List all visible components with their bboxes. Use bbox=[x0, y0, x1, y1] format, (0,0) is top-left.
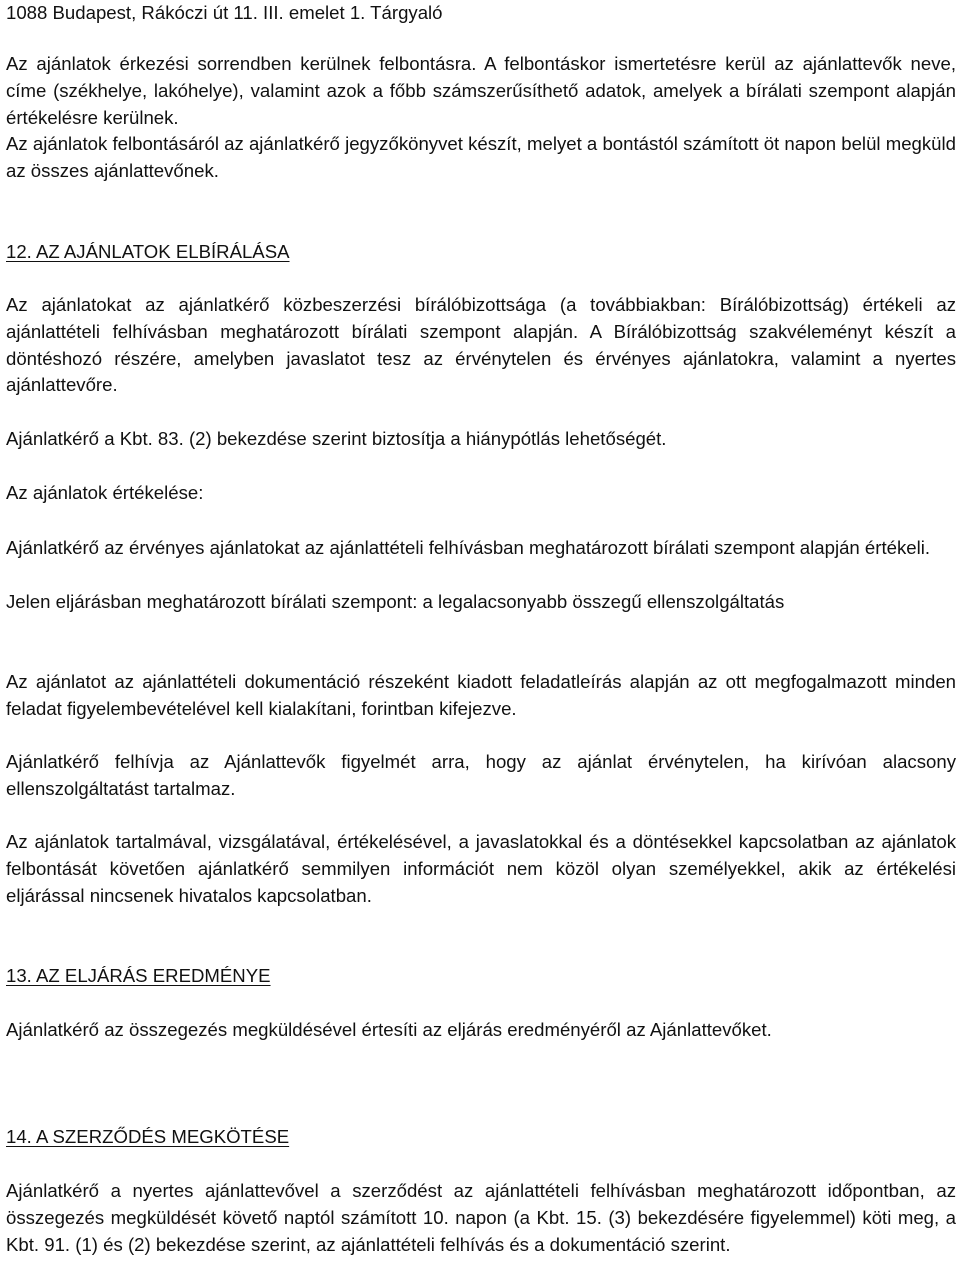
section-12-paragraph-3: Ajánlatkérő az érvényes ajánlatokat az ajánlattételi felhívásban meghatározott bírálati szempont alapján értékeli. bbox=[6, 537, 931, 558]
section-13-heading bbox=[6, 963, 956, 990]
address-line: 1088 Budapest, Rákóczi út 11. III. emelet 1. Tárgyaló bbox=[6, 2, 443, 23]
section-14-heading-text: 14. A SZERZŐDÉS MEGKÖTÉSE bbox=[6, 1126, 290, 1147]
section-12-paragraph-2: Ajánlatkérő a Kbt. 83. (2) bekezdése szerint biztosítja a hiánypótlás lehetőségét. bbox=[6, 428, 667, 449]
section-13-heading-text: 13. AZ ELJÁRÁS EREDMÉNYE bbox=[6, 965, 271, 986]
section-12-paragraph-4: Jelen eljárásban meghatározott bírálati szempont: a legalacsonyabb összegű ellenszolgáltatás bbox=[6, 591, 785, 612]
section-13-paragraph-1: Ajánlatkérő az összegezés megküldésével értesíti az eljárás eredményéről az Ajánlattevőket. bbox=[6, 1019, 772, 1040]
section-12-paragraph-1: Az ajánlatokat az ajánlatkérő közbeszerzési bírálóbizottsága (a továbbiakban: Bírálóbizottság) értékeli az ajánlattételi felhívásban meghatározott bírálati szempont alapján. A Bírálóbizottság szakvéleményt készít a döntéshozó részére, amelyben javaslatot tesz az érvénytelen és érvényes ajánlatokra, valamint a nyertes ajánlattevőre. bbox=[6, 294, 956, 396]
section-14-paragraph-1: Ajánlatkérő a nyertes ajánlattevővel a szerződést az ajánlattételi felhívásban meghatározott időpontban, az összegezés megküldését követő naptól számított 10. napon (a Kbt. 15. (3) bekezdésére figyelemmel) köti meg, a Kbt. 91. (1) és (2) bekezdése szerint, az ajánlattételi felhívás és a dokumentáció szerint. bbox=[6, 1180, 956, 1255]
evaluation-subheading: Az ajánlatok értékelése: bbox=[6, 482, 204, 503]
section-12-paragraph-6: Ajánlatkérő felhívja az Ajánlattevők figyelmét arra, hogy az ajánlat érvénytelen, ha kirívóan alacsony ellenszolgáltatást tartalmaz. bbox=[6, 751, 956, 799]
opening-paragraph: Az ajánlatok érkezési sorrendben kerülnek felbontásra. A felbontáskor ismertetésre kerül az ajánlattevők neve, címe (székhelye, lakóhelye), valamint azok a főbb számszerűsíthető adatok, amelyek a bírálati szempont alapján értékelésre kerülnek. bbox=[6, 53, 956, 128]
section-14-heading bbox=[6, 1124, 956, 1151]
section-12-paragraph-5: Az ajánlatot az ajánlattételi dokumentáció részeként kiadott feladatleírás alapján az ott megfogalmazott minden feladat figyelembevételével kell kialakítani, forintban kifejezve. bbox=[6, 671, 956, 719]
section-12-heading-text: 12. AZ AJÁNLATOK ELBÍRÁLÁSA bbox=[6, 241, 290, 262]
section-12-paragraph-7: Az ajánlatok tartalmával, vizsgálatával, értékelésével, a javaslatokkal és a döntésekkel kapcsolatban az ajánlatok felbontását követően ajánlatkérő semmilyen információt nem közöl olyan személyekkel, akik az értékelési eljárással nincsenek hivatalos kapcsolatban. bbox=[6, 831, 956, 906]
section-12-heading bbox=[6, 239, 956, 266]
minutes-paragraph: Az ajánlatok felbontásáról az ajánlatkérő jegyzőkönyvet készít, melyet a bontástól számított öt napon belül megküld az összes ajánlattevőnek. bbox=[6, 133, 956, 181]
